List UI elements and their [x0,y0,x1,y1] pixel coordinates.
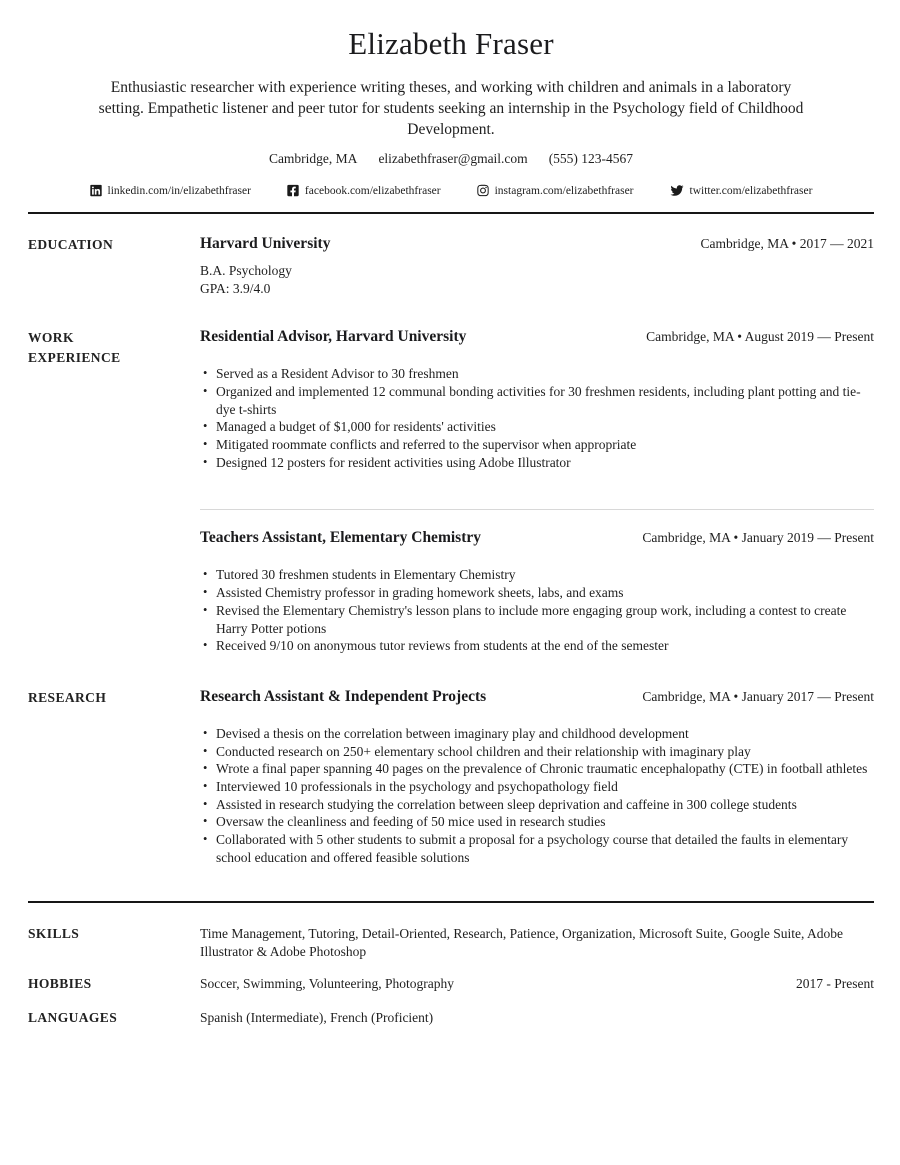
skills-meta [854,925,874,962]
job-location-dates: Cambridge, MA • January 2019 — Present [642,530,874,546]
job-title: Residential Advisor, Harvard University [200,328,467,346]
job-entry-head [200,328,874,346]
research-entry-head [200,688,874,706]
job-bullet: • Mitigated roommate conflicts and referred to the supervisor when appropriate [200,436,874,454]
languages-text: Spanish (Intermediate), French (Proficient) [200,1010,434,1026]
hobbies-text: Soccer, Swimming, Volunteering, Photography [200,975,454,991]
education-body [200,235,874,297]
research-bullet-list [200,725,874,867]
section-label-work-experience: WORK EXPERIENCE [28,330,121,366]
research-location-dates: Cambridge, MA • January 2017 — Present [642,688,874,704]
section-education [28,214,874,297]
job-entry [200,328,874,471]
section-research [28,688,874,867]
job-bullet: • Received 9/10 on anonymous tutor reviews from students at the end of the semester [200,637,874,655]
research-bullet: • Conducted research on 250+ elementary school children and their relationship with imaginary play [200,743,874,761]
section-skills [28,925,874,962]
education-school: Harvard University [200,235,331,252]
job-bullet-list [200,566,874,655]
job-entry-head [200,529,874,547]
research-title: Research Assistant & Independent Projects [200,687,487,705]
section-label-skills: SKILLS [28,925,80,941]
social-row [28,184,874,197]
job-bullet: • Served as a Resident Advisor to 30 freshmen [200,365,874,383]
job-bullet: • Assisted Chemistry professor in grading homework sheets, labs, and exams [200,584,874,602]
section-label-languages: LANGUAGES [28,1010,118,1026]
instagram-link[interactable] [477,184,634,197]
research-bullet: • Collaborated with 5 other students to submit a proposal for a psychology course that detailed the faults in elementary school education and offered feasible solutions [200,831,874,866]
summary-text: Enthusiastic researcher with experience writing theses, and working with children and animals in a laboratory setting. Empathetic listener and peer tutor for students seeking an internship in the Psychology field of Childhood Development. [98,79,804,138]
job-title: Teachers Assistant, Elementary Chemistry [200,529,481,547]
section-label-research: RESEARCH [28,689,107,705]
contact-email: elizabethfraser@gmail.com [378,151,528,166]
linkedin-url: linkedin.com/in/elizabethfraser [107,184,251,197]
research-bullet: • Oversaw the cleanliness and feeding of 50 mice used in research studies [200,813,874,831]
job-bullet: • Managed a budget of $1,000 for residents' activities [200,418,874,436]
twitter-link[interactable] [670,184,813,197]
section-label-hobbies: HOBBIES [28,975,92,991]
research-body [200,688,874,867]
work-body [200,328,874,655]
footer-divider [28,901,874,903]
linkedin-link[interactable] [90,184,251,197]
instagram-url: instagram.com/elizabethfraser [494,184,634,197]
job-entry [200,529,874,655]
education-gpa: GPA: 3.9/4.0 [200,280,271,296]
twitter-icon [670,184,684,197]
person-name: Elizabeth Fraser [348,26,554,61]
facebook-icon [287,184,299,197]
skills-text: Time Management, Tutoring, Detail-Oriented, Research, Patience, Organization, Microsoft Suite, Google Suite, Adobe Illustrator & Adobe Photoshop [200,925,844,960]
twitter-url: twitter.com/elizabethfraser [689,184,813,197]
section-hobbies [28,975,874,994]
hobbies-dates: 2017 - Present [796,975,874,991]
facebook-link[interactable] [287,184,441,197]
research-bullet: • Interviewed 10 professionals in the psychology and psychopathology field [200,778,874,796]
contact-phone: (555) 123-4567 [548,151,634,166]
languages-meta [854,1009,874,1028]
instagram-icon [477,184,489,197]
job-bullet: • Organized and implemented 12 communal bonding activities for 30 freshmen residents, including plant potting and tie-dye t-shirts [200,383,874,418]
job-bullet: • Tutored 30 freshmen students in Elementary Chemistry [200,566,874,584]
contact-row [28,151,874,167]
research-bullet: • Assisted in research studying the correlation between sleep deprivation and caffeine in 300 college students [200,796,874,814]
section-label-education: EDUCATION [28,237,114,252]
facebook-url: facebook.com/elizabethfraser [304,184,441,197]
resume-header [28,26,874,197]
section-work-experience [28,328,874,655]
education-entry-head [200,235,874,253]
job-divider [200,509,874,510]
contact-location: Cambridge, MA [268,151,358,166]
job-bullet: • Revised the Elementary Chemistry's lesson plans to include more engaging group work, including a contest to create Harry Potter potions [200,602,874,637]
education-location-dates: Cambridge, MA • 2017 — 2021 [700,236,874,251]
research-bullet: • Devised a thesis on the correlation between imaginary play and childhood development [200,725,874,743]
job-location-dates: Cambridge, MA • August 2019 — Present [646,329,874,345]
linkedin-icon [90,184,102,197]
job-bullet-list [200,365,874,471]
education-degree: B.A. Psychology [200,263,292,278]
section-languages [28,1009,874,1028]
education-details [200,262,874,297]
research-bullet: • Wrote a final paper spanning 40 pages on the prevalence of Chronic traumatic encephalopathy (CTE) in football athletes [200,760,874,778]
job-bullet: • Designed 12 posters for resident activities using Adobe Illustrator [200,454,874,472]
